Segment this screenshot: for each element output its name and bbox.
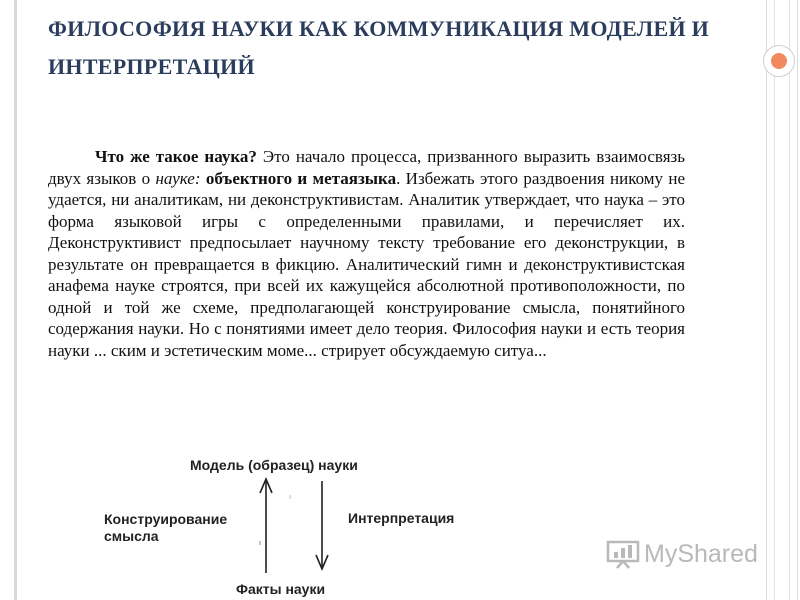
model-diagram <box>100 455 480 600</box>
accent-circle-icon <box>763 45 795 77</box>
question-text: Что же такое наука? <box>95 147 257 166</box>
paragraph-text-1: Это начало процесса, призванного выразить взаимосвязь двух языков о <box>48 147 685 188</box>
science-word: науке: <box>155 168 201 188</box>
watermark <box>606 539 758 569</box>
diagram-top-label: Модель (образец) науки <box>190 457 358 473</box>
diagram-left-label <box>104 511 227 545</box>
diagram-left-label-line1: Конструирование <box>104 511 228 527</box>
paragraph-text-3: . Избежать этого раздвоения никому не удается, ни аналитикам, ни деконструктивистам. Аналитик утверждает, что наука – это форма языковой игры с определенными правилами, и перечисляет их. Деконструктивист предпосылает научному тексту требование его деконструкции, в результате он превращается в фикцию. Аналитический гимн и деконструктивистская анафема науке строятся, при всей их кажущейся абсолютной противоположности, по одной и той же схеме, предполагающей конструирование смысла, понятийного содержания науки. Но с понятиями имеет дело теория. Философия науки и есть теория науки ... ским и эстетическим моме... стрирует обсуждаемую ситуа... <box>48 168 686 360</box>
body-paragraph <box>48 146 685 361</box>
slide-title: ФИЛОСОФИЯ НАУКИ КАК КОММУНИКАЦИЯ МОДЕЛЕЙ И ИНТЕРПРЕТАЦИЙ <box>48 16 710 79</box>
diagram-left-label-line2: смысла <box>104 528 159 544</box>
slide-frame-left <box>14 0 17 600</box>
slide-frame-right-inner <box>774 0 790 600</box>
watermark-text: MyShared <box>644 539 758 568</box>
diagram-right-label: Интерпретация <box>348 510 455 526</box>
presentation-board-icon <box>606 539 640 569</box>
bold-terms: объектного и метаязыка <box>205 168 397 188</box>
diagram-bottom-label: Факты науки <box>236 581 326 597</box>
